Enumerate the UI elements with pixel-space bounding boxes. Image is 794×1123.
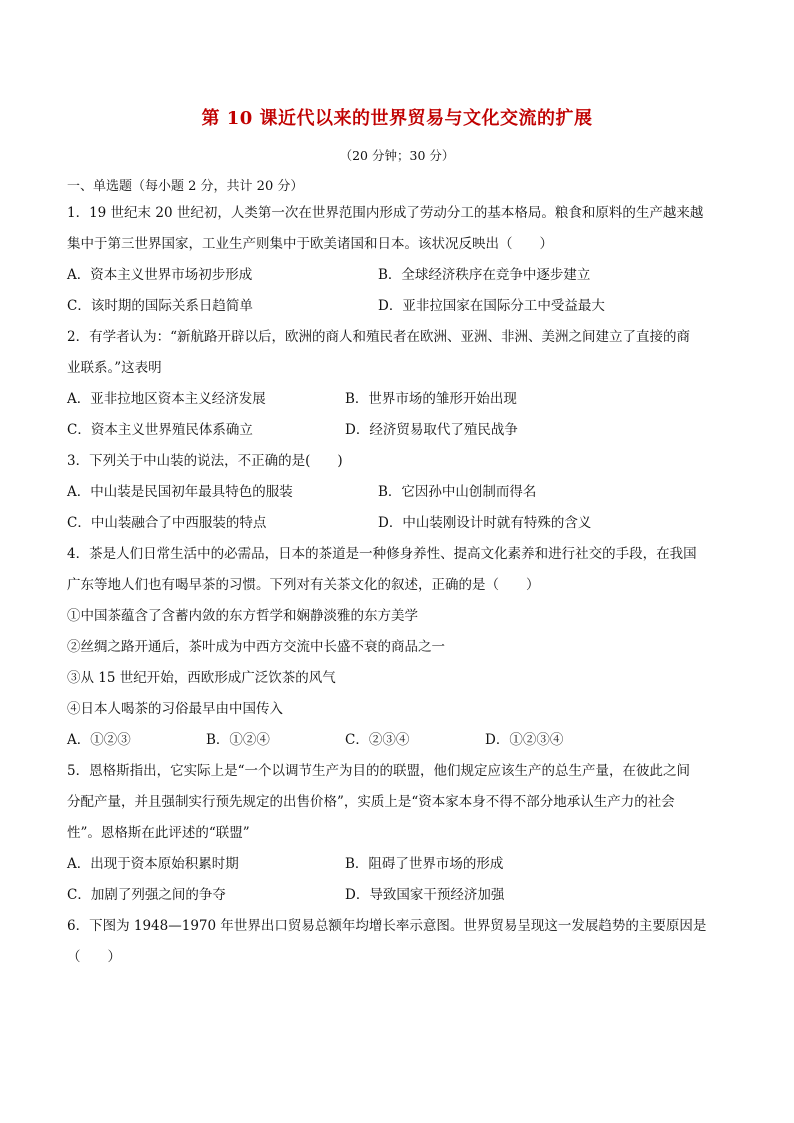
question-5-option-a[interactable]: A．出现于资本原始积累时期: [67, 856, 239, 872]
question-5-text-line-2: 分配产量，并且强制实行预先规定的出售价格”，实质上是“资本家本身不得不部分地承认生产力的社会: [67, 794, 675, 810]
question-5-options-row-1: [67, 853, 727, 884]
question-2-option-a[interactable]: A．亚非拉地区资本主义经济发展: [67, 391, 266, 407]
question-4-text-line-2: 广东等地人们也有喝早茶的习惯。下列对有关茶文化的叙述，正确的是（ ）: [67, 577, 540, 593]
question-2-option-b[interactable]: B．世界市场的雏形开始出现: [345, 391, 517, 407]
question-4-option-b[interactable]: B．①②④: [206, 732, 270, 748]
question-5-text-line-1: 5．恩格斯指出，它实际上是“一个以调节生产为目的的联盟，他们规定应该生产的总生产量，在彼此之间: [67, 763, 690, 779]
question-5-text-line-3: 性”。恩格斯在此评述的“联盟”: [67, 825, 250, 841]
question-5-option-c[interactable]: C．加剧了列强之间的争夺: [67, 887, 226, 903]
question-2-option-c[interactable]: C．资本主义世界殖民体系确立: [67, 422, 253, 438]
question-4-statement-3: ③从 15 世纪开始，西欧形成广泛饮茶的风气: [67, 670, 336, 686]
question-4-option-a[interactable]: A．①②③: [67, 732, 131, 748]
question-5-option-b[interactable]: B．阻碍了世界市场的形成: [345, 856, 504, 872]
question-2-option-d[interactable]: D．经济贸易取代了殖民战争: [345, 422, 518, 438]
question-4-options-row: [67, 729, 727, 760]
question-1-option-d[interactable]: D．亚非拉国家在国际分工中受益最大: [378, 298, 605, 314]
question-4-statement-1: ①中国茶蕴含了含蓄内敛的东方哲学和娴静淡雅的东方美学: [67, 608, 418, 624]
question-6-text-line-2: （ ）: [67, 949, 121, 965]
question-1-text-line-2: 集中于第三世界国家，工业生产则集中于欧美诸国和日本。该状况反映出（ ）: [67, 236, 553, 252]
page-title: 第 10 课近代以来的世界贸易与文化交流的扩展: [201, 108, 593, 129]
question-1-text-line-1: 1．19 世纪末 20 世纪初，人类第一次在世界范围内形成了劳动分工的基本格局。粮食和原料的生产越来越: [67, 205, 704, 221]
question-1-option-b[interactable]: B．全球经济秩序在竞争中逐步建立: [378, 267, 591, 283]
question-5-option-d[interactable]: D．导致国家干预经济加强: [345, 887, 505, 903]
question-3-options-row-2: [67, 512, 727, 543]
question-1-option-c[interactable]: C．该时期的国际关系日趋简单: [67, 298, 253, 314]
question-2-options-row-2: [67, 419, 727, 450]
question-3-option-b[interactable]: B．它因孙中山创制而得名: [378, 484, 537, 500]
question-1-option-a[interactable]: A．资本主义世界市场初步形成: [67, 267, 253, 283]
question-4-option-c[interactable]: C．②③④: [345, 732, 410, 748]
section-heading: 一、单选题（每小题 2 分，共计 20 分）: [67, 179, 304, 194]
question-5-options-row-2: [67, 884, 727, 915]
question-3-options-row-1: [67, 481, 727, 512]
question-1-options-row-1: [67, 264, 727, 295]
question-4-statement-4: ④日本人喝茶的习俗最早由中国传入: [67, 701, 283, 717]
question-6-text-line-1: 6．下图为 1948—1970 年世界出口贸易总额年均增长率示意图。世界贸易呈现这一发展趋势的主要原因是: [67, 918, 707, 934]
question-2-options-row-1: [67, 388, 727, 419]
question-2-text-line-2: 业联系。”这表明: [67, 360, 162, 376]
time-score-note: （20 分钟；30 分）: [339, 148, 455, 163]
question-3-option-a[interactable]: A．中山装是民国初年最具特色的服装: [67, 484, 293, 500]
question-3-text-line-1: 3．下列关于中山装的说法，不正确的是( ): [67, 453, 343, 469]
question-1-options-row-2: [67, 295, 727, 326]
question-4-option-d[interactable]: D．①②③④: [485, 732, 564, 748]
question-3-option-c[interactable]: C．中山装融合了中西服装的特点: [67, 515, 267, 531]
question-4-text-line-1: 4．茶是人们日常生活中的必需品，日本的茶道是一种修身养性、提高文化素养和进行社交的手段，在我国: [67, 546, 697, 562]
question-list: [67, 176, 727, 977]
question-3-option-d[interactable]: D．中山装刚设计时就有特殊的含义: [378, 515, 592, 531]
question-2-text-line-1: 2．有学者认为：“新航路开辟以后，欧洲的商人和殖民者在欧洲、亚洲、非洲、美洲之间建立了直接的商: [67, 329, 690, 345]
question-4-statement-2: ②丝绸之路开通后，茶叶成为中西方交流中长盛不衰的商品之一: [67, 639, 445, 655]
